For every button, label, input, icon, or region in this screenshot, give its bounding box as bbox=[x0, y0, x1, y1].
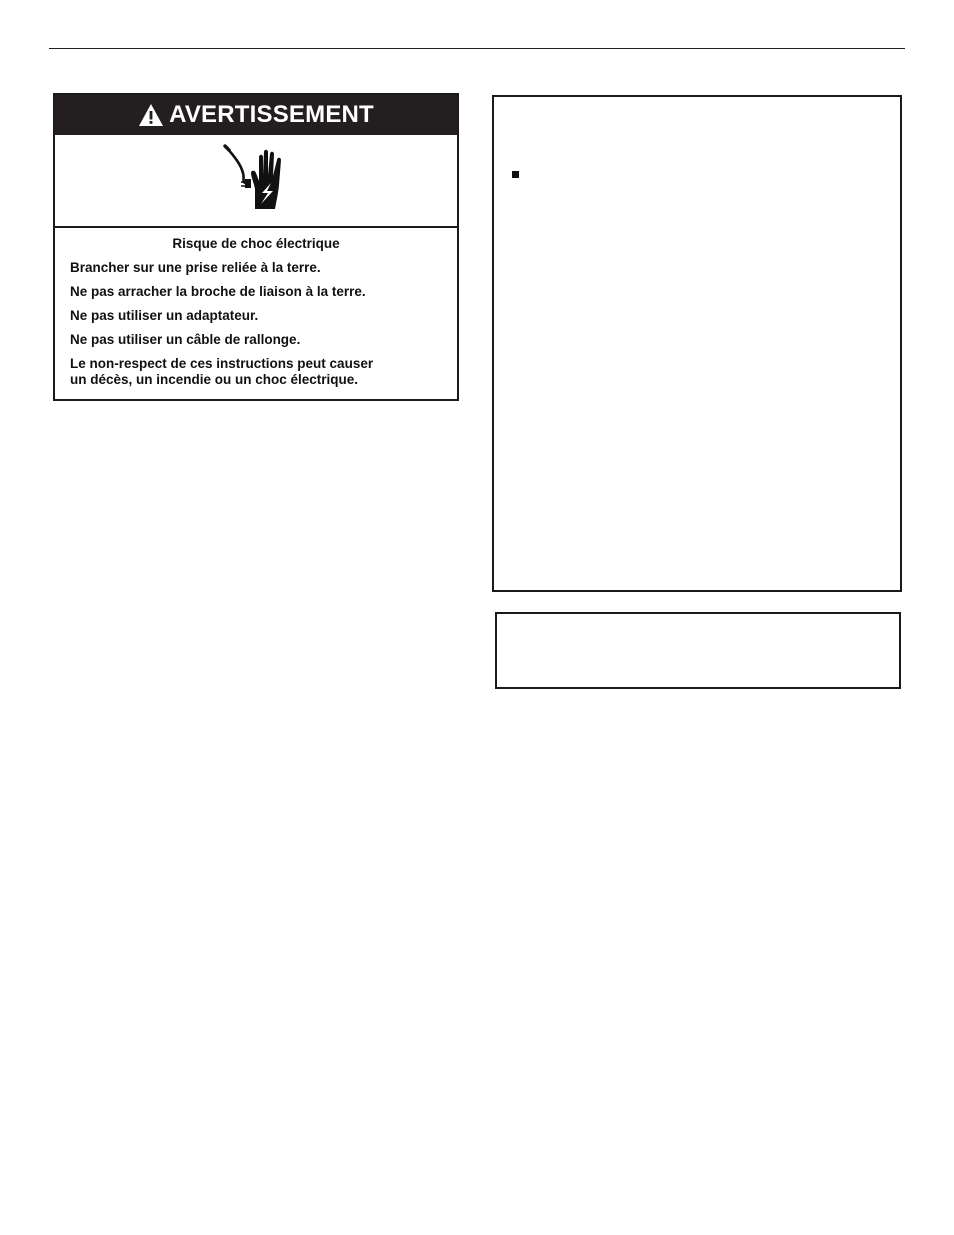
warning-consequence-2: un décès, un incendie ou un choc électrique. bbox=[70, 372, 359, 387]
note-box bbox=[495, 612, 901, 689]
warning-line: Ne pas utiliser un câble de rallonge. bbox=[70, 332, 301, 347]
warning-line: Brancher sur une prise reliée à la terre. bbox=[70, 260, 321, 275]
warning-box bbox=[53, 93, 459, 401]
icon-row bbox=[55, 135, 457, 228]
warning-header-label: AVERTISSEMENT bbox=[169, 101, 374, 128]
warning-line: Ne pas arracher la broche de liaison à la terre. bbox=[70, 284, 366, 299]
electric-shock-hand-icon bbox=[221, 143, 291, 219]
warning-consequence-1: Le non-respect de ces instructions peut causer bbox=[70, 356, 374, 371]
warning-title: Risque de choc électrique bbox=[172, 236, 340, 251]
instructions-box bbox=[492, 95, 902, 592]
warning-line: Ne pas utiliser un adaptateur. bbox=[70, 308, 259, 323]
warning-text bbox=[55, 228, 457, 388]
warning-triangle-icon bbox=[138, 103, 164, 127]
bullet-icon bbox=[512, 171, 519, 178]
top-rule bbox=[49, 48, 905, 49]
warning-header bbox=[55, 95, 457, 135]
